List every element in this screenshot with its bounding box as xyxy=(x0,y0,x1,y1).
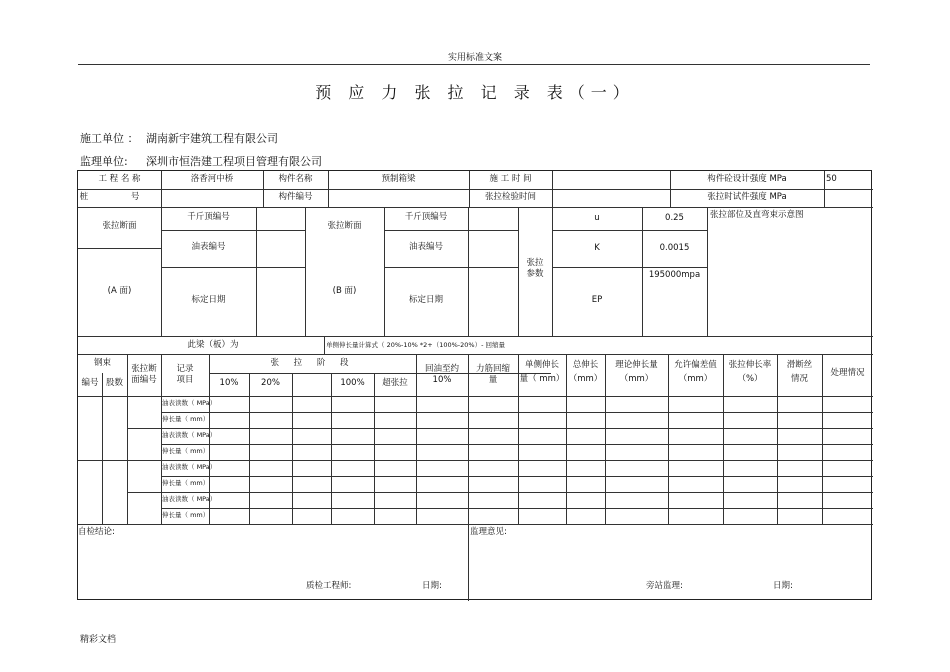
mu-value: 0.25 xyxy=(665,213,684,223)
stage-header: 张 拉 阶 段 xyxy=(270,358,355,368)
formula: 单侧伸长量计算式（ 20%-10% *2+（100%-20%）- 回缩量 xyxy=(326,341,505,349)
total-elong-header: 总伸长 （mm） xyxy=(568,360,603,384)
stage-100-header: 100% xyxy=(340,378,365,388)
section-b-label: 张拉断面 xyxy=(327,221,362,231)
k-symbol: K xyxy=(594,243,600,253)
diagram-label: 张拉部位及直弯束示意图 xyxy=(710,210,804,220)
construction-unit xyxy=(80,130,278,146)
qc-engineer-label: 质检工程师: xyxy=(306,581,352,591)
stage-20-header: 20% xyxy=(261,378,280,388)
section-b-calib-label: 标定日期 xyxy=(408,295,443,305)
page-header: 实用标准文案 xyxy=(447,53,502,63)
page-title: 预 应 力 张 拉 记 录 表（一） xyxy=(315,83,635,102)
supervision-unit-value: 深圳市恒浩建工程项目管理有限公司 xyxy=(146,155,322,168)
record-elong-2: 伸长量（ mm） xyxy=(162,447,210,455)
date-label-1: 日期: xyxy=(422,581,442,591)
record-gauge-4: 油表读数（ MPa） xyxy=(162,495,217,503)
pile-label: 桩 号 xyxy=(79,192,160,202)
supervision-unit xyxy=(80,153,322,169)
strand-no-header: 编号 xyxy=(81,378,99,388)
stage-10-header: 10% xyxy=(219,378,239,388)
record-gauge-1: 油表读数（ MPa） xyxy=(162,399,217,407)
section-a-gauge-label: 油表编号 xyxy=(191,242,226,252)
project-name-label: 工 程 名 称 xyxy=(98,174,141,184)
section-a-face: (A 面) xyxy=(107,286,132,296)
supervision-unit-label: 监理单位: xyxy=(80,155,128,168)
record-elong-3: 伸长量（ mm） xyxy=(162,479,210,487)
beam-label: 此梁（板）为 xyxy=(187,340,239,350)
member-name-label: 构件名称 xyxy=(278,174,313,184)
strand-header: 钢束 xyxy=(93,358,111,368)
return-header: 回油至约 10% xyxy=(424,364,459,385)
site-supervisor-label: 旁站监理: xyxy=(646,581,683,591)
allow-dev-header: 允许偏差值 （mm） xyxy=(674,360,717,384)
construction-unit-value: 湖南新宇建筑工程有限公司 xyxy=(146,132,278,145)
section-a-label: 张拉断面 xyxy=(102,221,137,231)
k-value: 0.0015 xyxy=(659,243,690,253)
elong-rate-header: 张拉伸长率 （%） xyxy=(728,360,772,384)
record-elong-4: 伸长量（ mm） xyxy=(162,511,210,519)
section-no-header: 张拉断 面编号 xyxy=(131,364,157,385)
section-b-gauge-label: 油表编号 xyxy=(408,242,443,252)
record-table xyxy=(77,170,872,600)
stage-over-header: 超张拉 xyxy=(382,378,408,388)
params-label: 张拉 参数 xyxy=(526,258,544,279)
section-b-jack-label: 千斤顶编号 xyxy=(404,212,448,222)
section-a-jack-label: 千斤顶编号 xyxy=(187,212,230,222)
section-a-calib-label: 标定日期 xyxy=(191,295,226,305)
design-strength-label: 构件砼设计强度 MPa xyxy=(707,174,787,184)
project-name-value: 洛香河中桥 xyxy=(190,174,234,184)
section-b-face: (B 面) xyxy=(332,286,357,296)
bar-return-header: 力筋回缩 量 xyxy=(475,364,510,385)
single-elong-header: 单侧伸长 量（ mm） xyxy=(519,360,565,384)
self-check-label: 自检结论: xyxy=(78,527,115,537)
supervisor-opinion-label: 监理意见: xyxy=(470,527,507,537)
handle-header: 处理情况 xyxy=(830,368,865,378)
member-no-label: 构件编号 xyxy=(278,192,313,202)
theory-elong-header: 理论伸长量 （mm） xyxy=(615,360,658,384)
record-elong-1: 伸长量（ mm） xyxy=(162,415,210,423)
member-name-value: 预制箱梁 xyxy=(381,174,416,184)
ep-value: 195000mpa xyxy=(648,270,701,280)
record-item-header: 记录 项目 xyxy=(176,364,194,385)
construction-time-label: 施 工 时 间 xyxy=(489,174,532,184)
record-gauge-3: 油表读数（ MPa） xyxy=(162,463,217,471)
ep-symbol: EP xyxy=(591,295,603,305)
page-footer: 精彩文档 xyxy=(80,635,117,645)
construction-unit-label: 施工单位 ： xyxy=(80,132,139,145)
design-strength-value: 50 xyxy=(826,174,837,184)
test-strength-label: 张拉时试件强度 MPa xyxy=(707,192,787,202)
record-gauge-2: 油表读数（ MPa） xyxy=(162,431,217,439)
slip-header: 滑断丝 情况 xyxy=(786,360,813,384)
strand-count-header: 股数 xyxy=(105,378,123,388)
header-rule xyxy=(78,64,870,65)
mu-symbol: u xyxy=(594,213,600,223)
date-label-2: 日期: xyxy=(773,581,793,591)
inspection-time-label: 张拉检验时间 xyxy=(484,192,536,202)
